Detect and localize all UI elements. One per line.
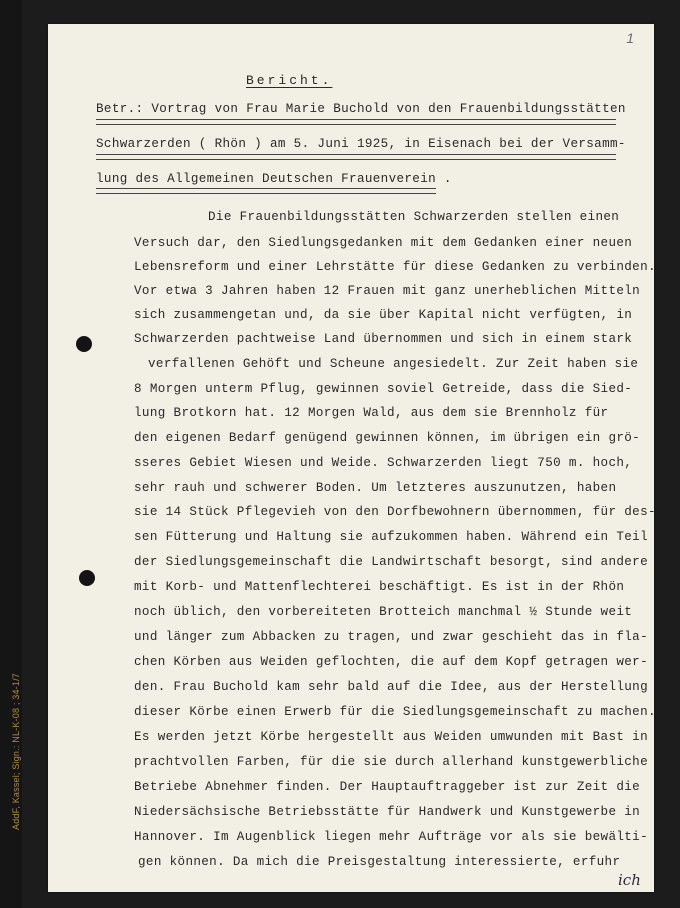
handwritten-note: ich [618, 871, 641, 889]
body-line: Lebensreform und einer Lehrstätte für diese Gedanken zu verbinden. [134, 260, 656, 274]
body-line: sseres Gebiet Wiesen und Weide. Schwarzerden liegt 750 m. hoch, [134, 456, 633, 470]
archive-margin [0, 0, 22, 908]
page-number: 1 [626, 30, 634, 46]
body-line: den. Frau Buchold kam sehr bald auf die Idee, aus der Herstellung [134, 680, 648, 694]
body-line: sie 14 Stück Pflegevieh von den Dorfbewohnern übernommen, für des- [134, 505, 656, 519]
subject-line-3: lung des Allgemeinen Deutschen Frauenverein . [96, 172, 452, 186]
body-line: sehr rauh und schwerer Boden. Um letzteres auszunutzen, haben [134, 481, 617, 495]
body-line: chen Körben aus Weiden geflochten, die auf dem Kopf getragen wer- [134, 655, 648, 669]
body-line: den eigenen Bedarf genügend gewinnen können, im übrigen ein grö- [134, 431, 641, 445]
double-rule [96, 154, 616, 160]
body-line: noch üblich, den vorbereiteten Brotteich manchmal ½ Stunde weit [134, 605, 633, 619]
body-line: und länger zum Abbacken zu tragen, und zwar geschieht das in fla- [134, 630, 648, 644]
subject-line-2: Schwarzerden ( Rhön ) am 5. Juni 1925, in Eisenach bei der Versamm- [96, 137, 626, 151]
body-line: verfallenen Gehöft und Scheune angesiedelt. Zur Zeit haben sie [148, 357, 639, 371]
archive-signature: AddF, Kassel; Sign.: NL-K-08 ; 34-1/7 [11, 673, 21, 830]
body-line: 8 Morgen unterm Pflug, gewinnen soviel Getreide, dass die Sied- [134, 382, 633, 396]
body-line: lung Brotkorn hat. 12 Morgen Wald, aus dem sie Brennholz für [134, 406, 609, 420]
body-line: dieser Körbe einen Erwerb für die Siedlungsgemeinschaft zu machen. [134, 705, 656, 719]
body-line: Vor etwa 3 Jahren haben 12 Frauen mit ganz unerheblichen Mitteln [134, 284, 641, 298]
document-title: Bericht. [246, 73, 333, 88]
subject-line-1: Betr.: Vortrag von Frau Marie Buchold von den Frauenbildungsstätten [96, 102, 626, 116]
body-line: Niedersächsische Betriebsstätte für Handwerk und Kunstgewerbe in [134, 805, 641, 819]
document-page [48, 24, 654, 892]
punch-hole-bottom [79, 570, 95, 586]
punch-hole-top [76, 336, 92, 352]
body-line: mit Korb- und Mattenflechterei beschäftigt. Es ist in der Rhön [134, 580, 625, 594]
body-line: Es werden jetzt Körbe hergestellt aus Weiden umwunden mit Bast in [134, 730, 648, 744]
body-line: Betriebe Abnehmer finden. Der Hauptauftraggeber ist zur Zeit die [134, 780, 641, 794]
body-line: Versuch dar, den Siedlungsgedanken mit dem Gedanken einer neuen [134, 236, 633, 250]
body-line: sich zusammengetan und, da sie über Kapital nicht verfügten, in [134, 308, 633, 322]
double-rule [96, 119, 616, 125]
body-line: Schwarzerden pachtweise Land übernommen und sich in einem stark [134, 332, 633, 346]
body-line: gen können. Da mich die Preisgestaltung interessierte, erfuhr [138, 855, 621, 869]
body-line: Hannover. Im Augenblick liegen mehr Aufträge vor als sie bewälti- [134, 830, 648, 844]
body-line: Die Frauenbildungsstätten Schwarzerden stellen einen [208, 210, 620, 224]
double-rule [96, 188, 436, 194]
body-line: der Siedlungsgemeinschaft die Landwirtschaft besorgt, sind andere [134, 555, 648, 569]
body-line: prachtvollen Farben, für die sie durch allerhand kunstgewerbliche [134, 755, 648, 769]
body-line: sen Fütterung und Haltung sie aufzukommen haben. Während ein Teil [134, 530, 648, 544]
